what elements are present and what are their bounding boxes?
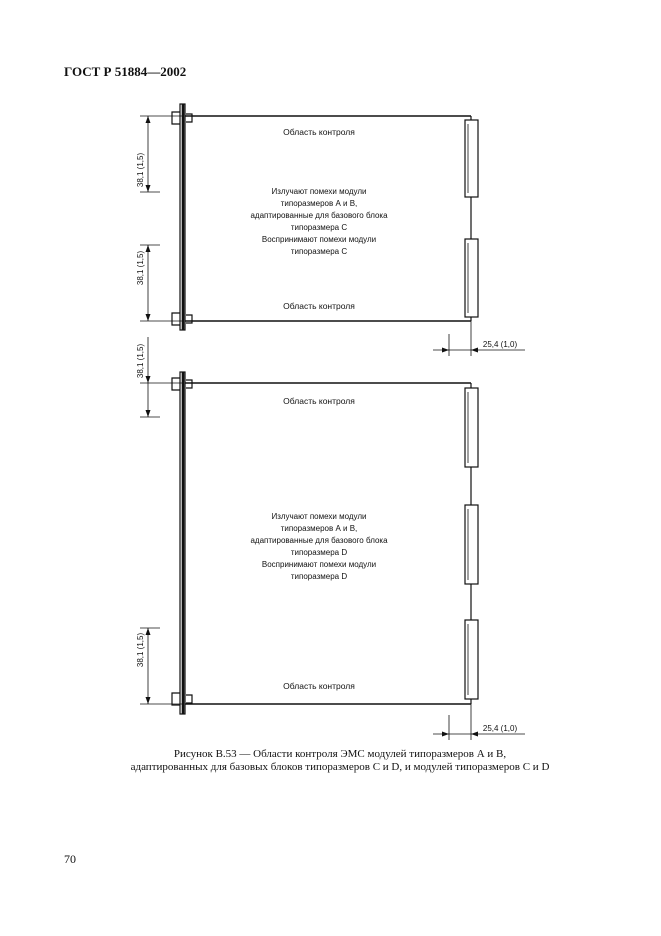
caption-line: Рисунок В.53 — Области контроля ЭМС модулей типоразмеров А и В,	[173, 748, 507, 760]
control-area-label: Область контроля	[283, 301, 355, 311]
description-line: типоразмеров А и В,	[280, 524, 358, 533]
dimension-label: 38,1 (1,5)	[136, 152, 145, 188]
connector	[465, 239, 478, 317]
description-line: адаптированные для базового блока	[250, 211, 388, 220]
document-header: ГОСТ Р 51884—2002	[64, 64, 187, 79]
dimension-label: 38,1 (1,5)	[136, 632, 145, 668]
description-line: типоразмера С	[290, 247, 348, 256]
description-line: типоразмеров А и В,	[280, 199, 358, 208]
description-line: Излучают помехи модули	[271, 512, 367, 521]
connector	[465, 620, 478, 699]
page-number: 70	[64, 852, 76, 866]
dimension-label: 38,1 (1,5)	[136, 250, 145, 286]
dimension-label: 25,4 (1,0)	[482, 724, 518, 733]
description-line: адаптированные для базового блока	[250, 536, 388, 545]
dimension-label: 38,1 (1,5)	[136, 343, 145, 379]
description-line: типоразмера С	[290, 223, 348, 232]
control-area-label: Область контроля	[283, 681, 355, 691]
description-line: Излучают помехи модули	[271, 187, 367, 196]
connector	[465, 505, 478, 584]
control-area-label: Область контроля	[283, 396, 355, 406]
caption-line: адаптированных для базовых блоков типоразмеров С и D, и модулей типоразмеров С и D	[130, 761, 550, 773]
description-line: Воспринимают помехи модули	[261, 235, 377, 244]
dimension-label: 25,4 (1,0)	[482, 340, 518, 349]
figure-caption	[90, 748, 590, 774]
connector	[465, 120, 478, 197]
control-area-label: Область контроля	[283, 127, 355, 137]
description-line: типоразмера D	[290, 572, 348, 581]
connector	[465, 388, 478, 467]
description-line: типоразмера D	[290, 548, 348, 557]
description-line: Воспринимают помехи модули	[261, 560, 377, 569]
